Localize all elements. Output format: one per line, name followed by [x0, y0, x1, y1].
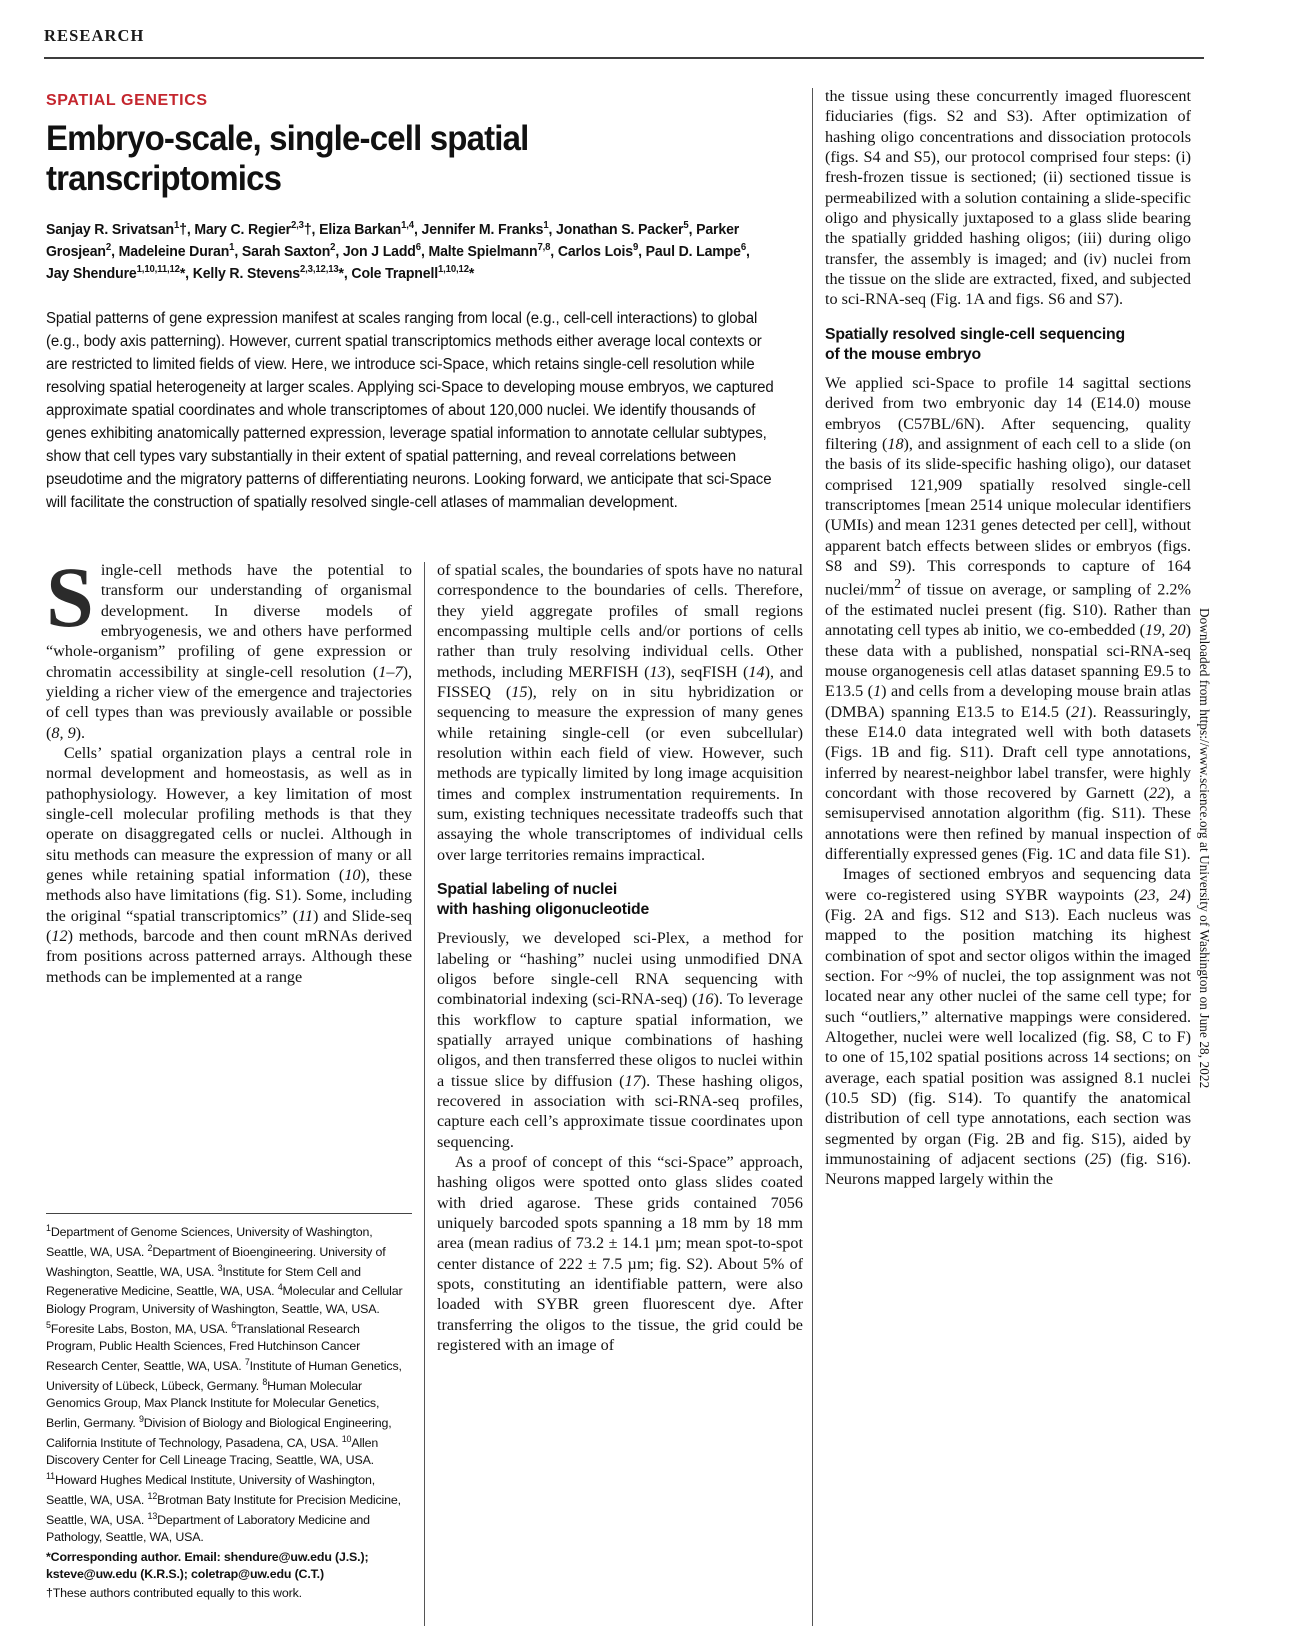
download-watermark: Downloaded from https://www.science.org at University of Washington on June 28, 2022 — [1197, 608, 1212, 1089]
body-column-3 — [825, 86, 1191, 1190]
affiliations-rule — [46, 1213, 412, 1214]
paragraph: Images of sectioned embryos and sequencing data were co-registered using SYBR waypoints (23, 24) (Fig. 2A and figs. S12 and S13). Each nucleus was mapped to the position matching its highest combination of spot and sector oligos within the imaged section. For ~9% of nuclei, the top assignment was not located near any other nuclei of the same cell type; for such “outliers,” alternative mappings were considered. Altogether, nuclei were well localized (fig. S8, C to F) to one of 15,102 spatial positions across 14 sections; on average, each spatial position was assigned 8.1 nuclei (10.5 SD) (fig. S14). To quantify the anatomical distribution of cell type annotations, each section was segmented by organ (Fig. 2B and fig. S15), aided by immunostaining of adjacent sections (25) (fig. S16). Neurons mapped largely within the — [825, 865, 1191, 1189]
body-column-2 — [437, 560, 803, 1355]
section-kicker: SPATIAL GENETICS — [46, 92, 208, 109]
paragraph — [46, 549, 412, 743]
running-head: RESEARCH — [44, 26, 145, 45]
column-divider-2 — [812, 88, 813, 1626]
page-title: Embryo-scale, single-cell spatial transcriptomics — [46, 118, 529, 198]
affiliations-text: $^1$Department of Genome Sciences, University of Washington, Seattle, WA, USA. $^2$Department of Bioengineering. University of Washington, Seattle, WA, USA. $^3$Institute for Stem Cell and Regenerative Medicine, Seattle, WA, USA. $^4$Molecular and Cellular Biology Program, University of Washington, Seattle, WA, USA. $^5$Foresite Labs, Boston, MA, USA. $^6$Translational Research Program, Public Health Sciences, Fred Hutchinson Cancer Research Center, Seattle, WA, USA. $^7$Institute of Human Genetics, University of Lübeck, Lübeck, Germany. $^8$Human Molecular Genomics Group, Max Planck Institute for Molecular Genetics, Berlin, Germany. $^9$Division of Biology and Biological Engineering, California Institute of Technology, Pasadena, CA, USA. $^{10}$Allen Discovery Center for Cell Lineage Tracing, Seattle, WA, USA. $^{11}$Howard Hughes Medical Institute, University of Washington, Seattle, WA, USA. $^{12}$Brotman Baty Institute for Precision Medicine, Seattle, WA, USA. $^{13}$Department of Laboratory Medicine and Pathology, Seattle, WA, USA. — [46, 1223, 403, 1545]
paragraph: As a proof of concept of this “sci-Space” approach, hashing oligos were spotted onto glass slides coated with dried agarose. These grids contained 7056 uniquely barcoded spots spanning a 18 mm by 18 mm area (mean radius of 73.2 ± 14.1 µm; mean spot-to-spot center distance of 222 ± 7.5 µm; fig. S2). About 5% of spots, constituting an identifiable pattern, were also loaded with SYBR green fluorescent dye. After transferring the oligos to the tissue, the grid could be registered with an image of — [437, 1152, 803, 1354]
affiliations-block — [46, 1222, 412, 1603]
column-divider-1 — [424, 562, 425, 1626]
paragraph-text: ingle-cell methods have the potential to transform our understanding of organismal development. In diverse models of embryogenesis, we and others have performed “whole-organism” profiling of gene expression or chromatin accessibility at single-cell resolution (1–7), yielding a richer view of the emergence and trajectories of cell types than was previously available or possible (8, 9). — [46, 561, 412, 742]
drop-cap: S — [46, 549, 94, 645]
title-block — [46, 92, 798, 515]
author-list: Sanjay R. Srivatsan$^1$†, Mary C. Regier$^{2,3}$†, Eliza Barkan$^{1,4}$, Jennifer M. Franks$^1$, Jonathan S. Packer$^5$, Parker Grosjean$^2$, Madeleine Duran$^1$, Sarah Saxton$^2$, Jon J Ladd$^6$, Malte Spielmann$^{7,8}$, Carlos Lois$^9$, Paul D. Lampe$^6$, Jay Shendure$^{1,10,11,12}$*, Kelly R. Stevens$^{2,3,12,13}$*, Cole Trapnell$^{1,10,12}$* — [46, 219, 750, 282]
paragraph: Previously, we developed sci-Plex, a method for labeling or “hashing” nuclei using unmodified DNA oligos before single-cell RNA sequencing with combinatorial indexing (sci-RNA-seq) (16). To leverage this workflow to capture spatial information, we spatially arrayed unique combinations of hashing oligos, and then transferred these oligos to nuclei within a tissue slice by diffusion (17). These hashing oligos, recovered in association with sci-RNA-seq profiles, capture each cell’s approximate tissue coordinates upon sequencing. — [437, 929, 803, 1151]
paragraph: Cells’ spatial organization plays a central role in normal development and homeostasis, as well as in pathophysiology. However, a key limitation of most single-cell molecular profiling methods is that they operate on disaggregated cells or nuclei. Although in situ methods can measure the expression of many or all genes while retaining spatial information (10), these methods also have limitations (fig. S1). Some, including the original “spatial transcriptomics” (11) and Slide-seq (12) methods, barcode and then count mRNAs derived from positions across patterned arrays. Although these methods can be implemented at a range — [46, 743, 412, 986]
body-column-1 — [46, 549, 412, 987]
header-rule — [44, 57, 1204, 59]
section-heading: Spatially resolved single-cell sequencing of the mouse embryo — [825, 325, 1125, 363]
paragraph: We applied sci-Space to profile 14 sagittal sections derived from two embryonic day 14 (E14.0) mouse embryos (C57BL/6N). After sequencing, quality filtering (18), and assignment of each cell to a slide (on the basis of its slide-specific hashing oligo), our dataset comprised 121,909 spatially resolved single-cell transcriptomes [mean 2514 unique molecular identifiers (UMIs) and mean 1231 genes detected per cell], without apparent batch effects between slides or embryos (figs. S8 and S9). This corresponds to capture of 164 nuclei/$mm^2$ of tissue on average, or sampling of 2.2% of the estimated nuclei present (fig. S10). Rather than annotating cell types ab initio, we co-embedded (19, 20) these data with a published, nonspatial sci-RNA-seq mouse organogenesis cell atlas dataset spanning E9.5 to E13.5 (1) and cells from a developing mouse brain atlas (DMBA) spanning E13.5 to E14.5 (21). Reassuringly, these E14.0 data integrated well with both datasets (Figs. 1B and fig. S11). Draft cell type annotations, inferred by nearest-neighbor label transfer, were highly concordant with those recovered by Garnett (22), a semisupervised annotation algorithm (fig. S11). These annotations were then refined by manual inspection of differentially expressed genes (Fig. 1C and data file S1). — [825, 374, 1191, 863]
paragraph: the tissue using these concurrently imaged fluorescent fiduciaries (figs. S2 and S3). After optimization of hashing oligo concentrations and dissociation protocols (figs. S4 and S5), our protocol comprised four steps: (i) fresh-frozen tissue is sectioned; (ii) sectioned tissue is permeabilized with a solution containing a slide-specific oligo and physically juxtaposed to a glass slide bearing the spatially gridded hashing oligos; (iii) during oligo transfer, the assembly is imaged; and (iv) nuclei from the tissue on the slide are extracted, fixed, and subjected to sci-RNA-seq (Fig. 1A and figs. S6 and S7). — [825, 87, 1191, 309]
abstract: Spatial patterns of gene expression manifest at scales ranging from local (e.g., cell-cell interactions) to global (e.g., body axis patterning). However, current spatial transcriptomics methods either average local contexts or are restricted to limited fields of view. Here, we introduce sci-Space, which retains single-cell resolution while resolving spatial heterogeneity at larger scales. Applying sci-Space to developing mouse embryos, we captured approximate spatial coordinates and whole transcriptomes of about 120,000 nuclei. We identify thousands of genes exhibiting anatomically patterned expression, leverage spatial information to annotate cellular subtypes, show that cell types vary substantially in their extent of spatial patterning, and reveal correlations between pseudotime and the migratory patterns of differentiating neurons. Looking forward, we anticipate that sci-Space will facilitate the construction of spatially resolved single-cell atlases of mammalian development. — [46, 309, 774, 512]
corresponding-author: *Corresponding author. Email: shendure@uw.edu (J.S.); ksteve@uw.edu (K.R.S.); coletrap@uw.edu (C.T.) — [46, 1549, 369, 1582]
equal-contribution-note: †These authors contributed equally to this work. — [46, 1586, 302, 1601]
paragraph: of spatial scales, the boundaries of spots have no natural correspondence to the boundaries of cells. Therefore, they yield aggregate profiles of small regions encompassing multiple cells and/or portions of cells rather than truly resolving individual cells. Other methods, including MERFISH (13), seqFISH (14), and FISSEQ (15), rely on in situ hybridization or sequencing to measure the expression of many genes while retaining single-cell (or even subcellular) resolution within each field of view. However, such methods are typically limited by long image acquisition times and complex instrumentation requirements. In sum, existing techniques necessitate tradeoffs such that assaying the whole transcriptomes of individual cells over large territories remains impractical. — [437, 561, 804, 864]
section-heading: Spatial labeling of nuclei with hashing oligonucleotide — [437, 880, 650, 919]
